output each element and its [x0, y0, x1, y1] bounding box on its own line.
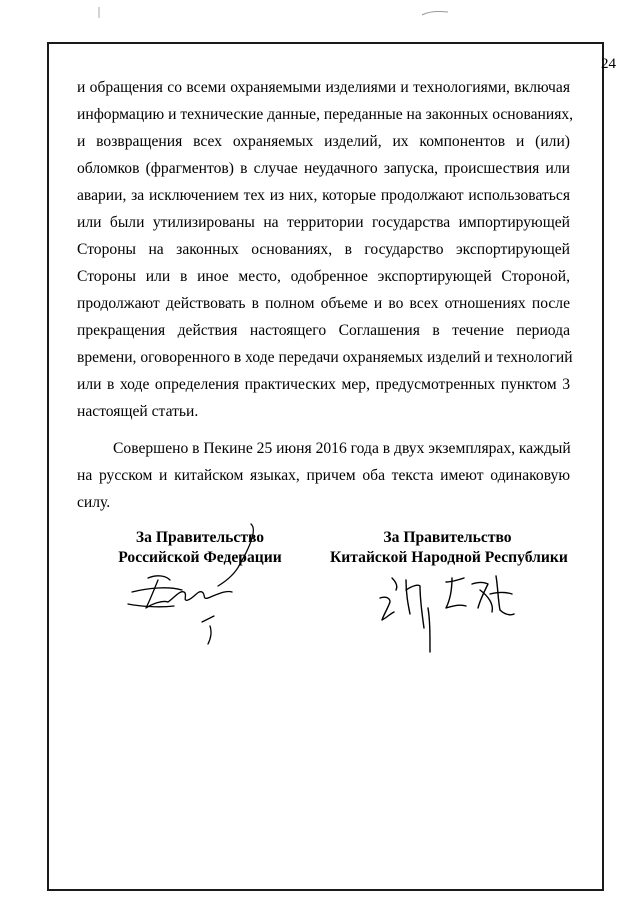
signatory-line-1: За Правительство — [135, 529, 265, 546]
text-line: на русском и китайском языках, причем оба текста имеют одинаковую — [77, 467, 570, 484]
text-line: и возвращения всех охраняемых изделий, их компонентов и (или) — [77, 133, 570, 150]
handwritten-signature-russia — [118, 520, 268, 650]
text-line: обломков (фрагментов) в случае неудачного запуска, происшествия или — [77, 160, 570, 177]
signatory-line-2: Китайской Народной Республики — [330, 549, 568, 566]
text-line: силу. — [77, 494, 111, 511]
text-line: настоящей статьи. — [77, 403, 199, 420]
text-line: продолжают действовать в полном объеме и во всех отношениях после — [77, 295, 570, 312]
scan-artifact-mark — [96, 6, 102, 25]
text-line: или в ходе определения практических мер, предусмотренных пунктом 3 — [77, 376, 570, 393]
text-line: времени, оговоренного в ходе передачи охраняемых изделий и технологий — [77, 349, 573, 366]
text-line: Стороны или в иное место, одобренное экспортирующей Стороной, — [77, 268, 570, 285]
text-line: Стороны на законных основаниях, в государство экспортирующей — [77, 241, 570, 258]
text-line: прекращения действия настоящего Соглашения в течение периода — [77, 322, 570, 339]
signatory-line-1: За Правительство — [383, 529, 512, 546]
text-line: информацию и технические данные, переданные на законных основаниях, — [77, 106, 574, 123]
text-line: аварии, за исключением тех из них, которые продолжают использоваться — [77, 187, 570, 204]
text-line: Совершено в Пекине 25 июня 2016 года в двух экземплярах, каждый — [113, 440, 571, 457]
text-line: или были утилизированы на территории государства импортирующей — [77, 214, 570, 231]
signature-block-china — [330, 528, 568, 568]
page-number: 24 — [601, 56, 616, 72]
signatory-line-2: Российской Федерации — [118, 549, 282, 566]
handwritten-signature-china — [372, 568, 522, 660]
paragraph-2 — [77, 435, 570, 516]
document-body — [77, 74, 574, 516]
paragraph-1 — [77, 74, 574, 425]
text-line: и обращения со всеми охраняемыми изделиями и технологиями, включая — [77, 79, 570, 96]
scan-artifact-mark — [420, 4, 450, 22]
